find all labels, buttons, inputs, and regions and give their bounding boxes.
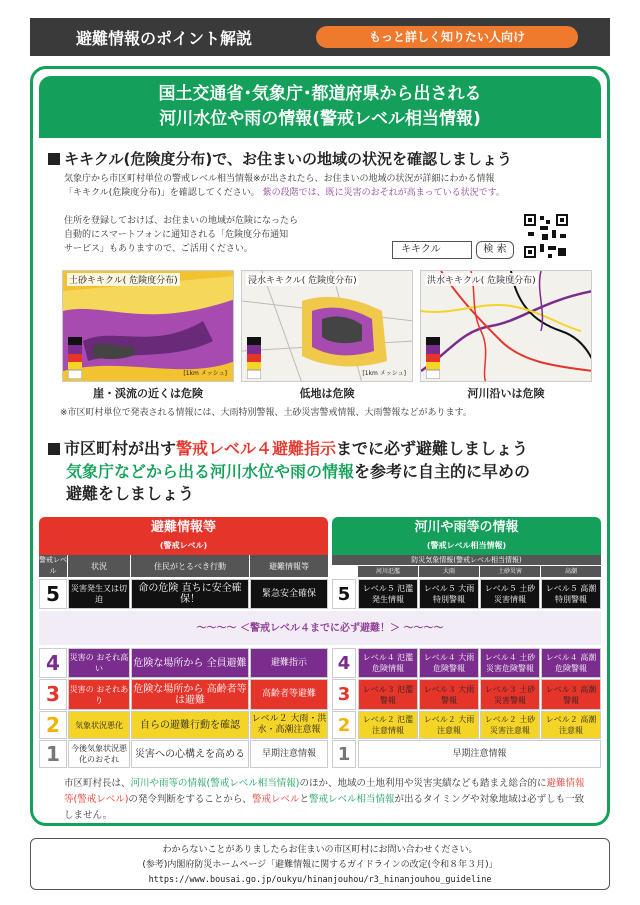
- section-header-line2: 河川水位や雨の情報(警戒レベル相当情報): [159, 109, 481, 129]
- right-info: レベル３ 氾濫警報: [358, 679, 418, 710]
- level-action: 災害への心構えを高める: [131, 740, 249, 768]
- warning-banner: 〜〜〜〜 ＜警戒レベル４までに必ず避難！＞ 〜〜〜〜: [39, 611, 601, 645]
- flood-map-image: [421, 271, 592, 382]
- level-info: レベル２ 大雨・洪水・高潮注意報: [250, 711, 328, 739]
- level-status: 気象状況悪化: [68, 711, 130, 739]
- evacuation-heading: 市区町村が出す警戒レベル４避難指示までに必ず避難しましょう: [48, 436, 528, 459]
- level-info: 避難指示: [250, 648, 328, 678]
- right-level-number: 5: [332, 579, 356, 609]
- right-info: レベル５ 氾濫発生情報: [358, 579, 418, 609]
- level-info: 緊急安全確保: [250, 579, 328, 609]
- footer-contact: わからないことがありましたらお住まいの市区町村にお問い合わせください。: [162, 845, 478, 855]
- map-landslide: [62, 270, 234, 382]
- col-header-sub: 大雨: [419, 566, 479, 577]
- right-info: レベル５ 高潮特別警報: [541, 579, 601, 609]
- col-header-sub: 土砂災害: [480, 566, 540, 577]
- footer-reference: (参考)内閣府防災ホームページ「避難情報に関するガイドラインの改定(令和８年３月)」: [142, 860, 498, 870]
- right-info: レベル４ 高潮危険警報: [541, 648, 601, 678]
- level-action: 命の危険 直ちに安全確保！: [131, 579, 249, 609]
- level-status: 今後気象状況悪化のおそれ: [68, 740, 130, 768]
- footer-box: [30, 838, 610, 890]
- level-number: 3: [39, 679, 67, 710]
- kikikuru-heading: キキクル(危険度分布)で、お住まいの地域の状況を確認しましょう: [48, 148, 512, 169]
- table-right-header: 河川や雨等の情報 (警戒レベル相当情報): [332, 517, 601, 555]
- col-header-sub: 河川氾濫: [358, 566, 418, 577]
- right-info: レベル２ 高潮注意報: [541, 711, 601, 739]
- evacuation-subheading: 気象庁などから出る河川水位や雨の情報を参考に自主的に早めの: [66, 462, 531, 481]
- right-info: レベル４ 大雨危険警報: [419, 648, 479, 678]
- right-level-number: 2: [332, 711, 356, 739]
- right-info: レベル４ 土砂災害危険警報: [480, 648, 540, 678]
- right-level-number: 4: [332, 648, 356, 678]
- map-scale: [1km メッシュ]: [362, 370, 406, 377]
- risk-legend-icon: [68, 337, 82, 379]
- map-inundation: [241, 270, 413, 382]
- bottom-explanation: 市区町村長は、河川や雨等の情報(警戒レベル相当情報)のほか、地域の土地利用や災害実績なども踏まえ総合的に避難情報等(警戒レベル)の発令判断をすることから、警戒レベルと警戒レベル相当情報が出るタイミングや対象地域は必ずしも一致しません。: [64, 778, 585, 821]
- risk-legend-icon: [247, 337, 261, 379]
- risk-legend-icon: [426, 337, 440, 379]
- map-flood-label: 洪水キキクル( 危険度分布): [425, 273, 538, 286]
- right-info: レベル３ 高潮警報: [541, 679, 601, 710]
- right-info: レベル２ 大雨注意報: [419, 711, 479, 739]
- level-info: 高齢者等避難: [250, 679, 328, 710]
- footnote: ※市区町村単位で発表される情報には、大雨特別警報、土砂災害警戒情報、大雨警報などがあります。: [60, 408, 472, 418]
- search-button: 検 索: [476, 241, 514, 259]
- level-action: 自らの避難行動を確認: [131, 711, 249, 739]
- kikikuru-description: 気象庁から市区町村単位の警戒レベル相当情報※が出されたら、お住まいの地域の状況が詳細にわかる情報 「キキクル(危険度分布)」を確認してください。 紫の段階では、既に災害のおそれが高まっている状況です。: [64, 174, 505, 198]
- square-bullet-icon: [48, 443, 60, 455]
- level-action: 危険な場所から 高齢者等は避難: [131, 679, 249, 710]
- right-level-number: 3: [332, 679, 356, 710]
- col-header-sub: 高潮: [541, 566, 601, 577]
- top-banner: [30, 18, 610, 56]
- search-input: キキクル: [392, 241, 472, 259]
- section-header-line1: 国土交通省･気象庁･都道府県から出される: [158, 84, 482, 104]
- level-number: 4: [39, 648, 67, 678]
- map-flood: [420, 270, 592, 382]
- map-inundation-label: 浸水キキクル( 危険度分布): [246, 273, 359, 286]
- level-action: 危険な場所から 全員避難: [131, 648, 249, 678]
- col-header-status: 状況: [68, 555, 130, 577]
- right-level-number: 1: [332, 740, 356, 768]
- table-left-header: 避難情報等 (警戒レベル): [39, 517, 328, 555]
- right-info: レベル３ 土砂災害警報: [480, 679, 540, 710]
- map-scale: [1km メッシュ]: [183, 370, 227, 377]
- notification-service-text: 住所を登録しておけば、お住まいの地域が危険になったら 自動的にスマートフォンに通知される「危険度分布通知 サービス」もありますので、ご活用ください。: [64, 216, 299, 254]
- right-info: レベル３ 大雨警報: [419, 679, 479, 710]
- square-bullet-icon: [48, 153, 60, 165]
- qr-code-icon: [522, 212, 570, 260]
- section-header: [39, 76, 601, 138]
- col-header-info: 避難情報等: [250, 555, 328, 577]
- level-number: 1: [39, 740, 67, 768]
- right-info: レベル５ 大雨特別警報: [419, 579, 479, 609]
- right-info: レベル２ 氾濫注意情報: [358, 711, 418, 739]
- right-info: レベル５ 土砂災害情報: [480, 579, 540, 609]
- level-number: 2: [39, 711, 67, 739]
- audience-pill: もっと詳しく知りたい人向け: [316, 26, 578, 48]
- right-info: レベル４ 氾濫危険情報: [358, 648, 418, 678]
- footer-url: https://www.bousai.go.jp/oukyu/hinanjouhou/r3_hinanjouhou_guideline: [148, 875, 492, 885]
- right-info: レベル２ 土砂災害注意報: [480, 711, 540, 739]
- right-info: 早期注意情報: [358, 740, 601, 768]
- map-landslide-label: 土砂キキクル( 危険度分布): [67, 273, 180, 286]
- level-number: 5: [39, 579, 67, 609]
- col-header-right: 防災気象情報(警戒レベル相当情報): [332, 555, 601, 565]
- page-title: 避難情報のポイント解説: [76, 29, 253, 48]
- map-inundation-caption: 低地は危険: [299, 387, 355, 400]
- level-info: 早期注意情報: [250, 740, 328, 768]
- inundation-map-image: [242, 271, 413, 382]
- level-status: 災害の おそれあり: [68, 679, 130, 710]
- col-header-action: 住民がとるべき行動: [131, 555, 249, 577]
- level-status: 災害発生又は切迫: [68, 579, 130, 609]
- evacuation-subheading-2: 避難をしましょう: [66, 484, 195, 503]
- col-header-level: 警戒レベル: [39, 556, 67, 575]
- landslide-map-image: [63, 271, 234, 382]
- map-flood-caption: 河川沿いは危険: [467, 387, 545, 400]
- map-landslide-caption: 崖・渓流の近くは危険: [93, 387, 203, 400]
- level-status: 災害の おそれ高い: [68, 648, 130, 678]
